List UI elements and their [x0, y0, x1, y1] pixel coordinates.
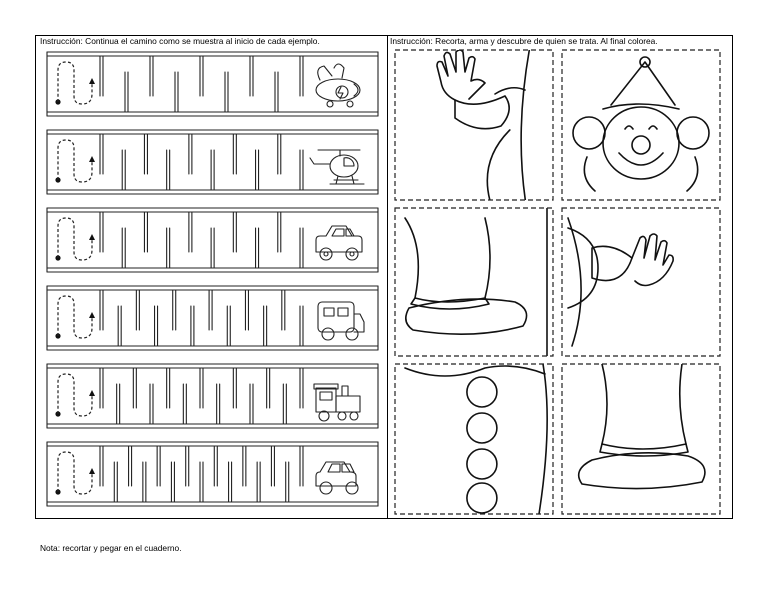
- clown-buttons-piece: [405, 364, 547, 514]
- right-instruction: Instrucción: Recorta, arma y descubre de quien se trata. Al final colorea.: [390, 36, 658, 46]
- cut-line: [395, 50, 553, 200]
- cut-line: [395, 364, 553, 514]
- clown-face-piece: [573, 57, 709, 191]
- clown-hand-right-piece: [568, 218, 673, 346]
- clown-leg-shoe-right-piece: [579, 364, 705, 489]
- clown-hand-left-piece: [437, 50, 529, 200]
- clown-leg-shoe-left-piece: [405, 208, 547, 356]
- footer-note: Nota: recortar y pegar en el cuaderno.: [40, 543, 182, 553]
- left-instruction: Instrucción: Continua el camino como se muestra al inicio de cada ejemplo.: [40, 36, 320, 46]
- cut-line: [562, 208, 720, 356]
- cut-line: [562, 364, 720, 514]
